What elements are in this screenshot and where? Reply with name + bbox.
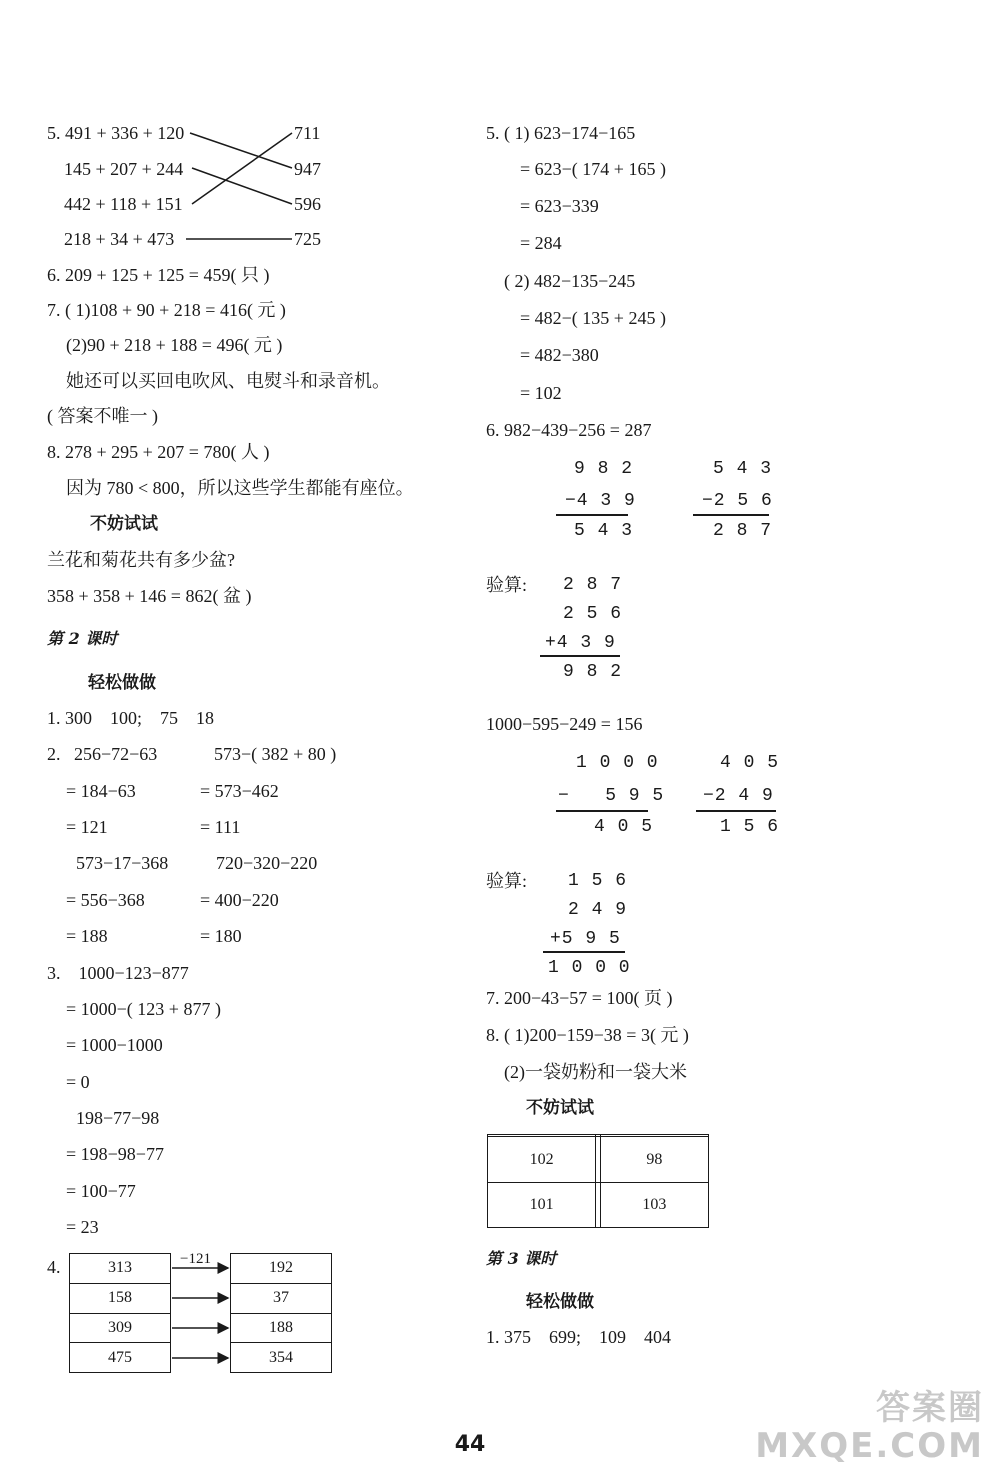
check1-label: 验算:	[486, 575, 528, 595]
r-q5-2: = 623−( 174 + 165 )	[520, 159, 666, 179]
l-q5-row2: 145 + 207 + 244	[64, 159, 184, 179]
l-ex4-label: 4.	[47, 1257, 61, 1277]
vcalc1-result: 5 4 3	[574, 521, 634, 541]
check2-rule	[543, 951, 625, 953]
r-try-grid	[487, 1134, 709, 1228]
l-q7-note: 她还可以买回电吹风、电熨斗和录音机。	[66, 371, 390, 391]
r-q8-2: (2)一袋奶粉和一袋大米	[504, 1062, 687, 1082]
r-try-title: 不妨试试	[526, 1098, 594, 1118]
ex4-left-cell: 309	[70, 1313, 171, 1343]
check2-c: +5 9 5	[550, 929, 621, 949]
vcalc1-sub: −4 3 9	[565, 491, 636, 511]
l-ex3-d: = 0	[66, 1072, 90, 1092]
vcalc3-sub: − 5 9 5	[558, 786, 665, 806]
check1-rule	[540, 655, 620, 657]
check1-sum: 9 8 2	[563, 662, 623, 682]
vcalc4-top: 4 0 5	[720, 753, 780, 773]
l-q8: 8. 278 + 295 + 207 = 780( 人 )	[47, 442, 270, 462]
vcalc4-sub: −2 4 9	[703, 786, 774, 806]
l-ex2-g: 573−17−368	[76, 853, 169, 873]
l-ex1: 1. 300 100; 75 18	[47, 708, 215, 728]
grid-cell: 98	[600, 1137, 708, 1182]
ex4-operation: −121	[180, 1251, 211, 1267]
l-ex2-h: 720−320−220	[216, 853, 318, 873]
r-easy-title: 轻松做做	[526, 1292, 594, 1312]
vcalc2-result: 2 8 7	[713, 521, 773, 541]
vcalc2-top: 5 4 3	[713, 459, 773, 479]
check2-label: 验算:	[486, 871, 528, 891]
grid-cell: 102	[488, 1137, 596, 1182]
l-q5-ans3: 596	[294, 194, 321, 214]
l-ex2-i: = 556−368	[66, 890, 145, 910]
l-q5-ans1: 711	[294, 123, 321, 143]
vcalc2-rule	[693, 514, 769, 516]
ex4-right-cell: 192	[231, 1254, 332, 1284]
l-q6: 6. 209 + 125 + 125 = 459( 只 )	[47, 265, 270, 285]
l-q5-row3: 442 + 118 + 151	[64, 194, 183, 214]
r-q8-1: 8. ( 1)200−159−38 = 3( 元 )	[486, 1025, 689, 1045]
l-ex2-f: = 111	[200, 817, 241, 837]
vcalc4-result: 1 5 6	[720, 817, 780, 837]
r-q6: 6. 982−439−256 = 287	[486, 420, 652, 440]
ex4-right-cell: 188	[231, 1313, 332, 1343]
l-q5-ans4: 725	[294, 229, 321, 249]
r-q5-6: = 482−( 135 + 245 )	[520, 308, 666, 328]
l-ex2-e: = 121	[66, 817, 108, 837]
l-q7-part1: 7. ( 1)108 + 90 + 218 = 416( 元 )	[47, 300, 286, 320]
ex4-right-cell: 354	[231, 1343, 332, 1373]
l-lesson2-heading: 第 2 课时	[47, 629, 118, 648]
vcalc3-top: 1 0 0 0	[576, 753, 659, 773]
vcalc1-rule	[556, 514, 628, 516]
r-lesson3-heading: 第 3 课时	[486, 1249, 557, 1268]
l-ex2-c: = 184−63	[66, 781, 136, 801]
r-q5-7: = 482−380	[520, 345, 599, 365]
ex4-left-cell: 313	[70, 1254, 171, 1284]
vcalc3-result: 4 0 5	[594, 817, 654, 837]
l-ex2-a: 2. 256−72−63	[47, 744, 158, 764]
vcalc1-top: 9 8 2	[574, 459, 634, 479]
l-q5-row1: 5. 491 + 336 + 120	[47, 123, 185, 143]
r-q5-3: = 623−339	[520, 196, 599, 216]
r-eq2: 1000−595−249 = 156	[486, 714, 643, 734]
ex4-left-cell: 158	[70, 1283, 171, 1313]
vcalc4-rule	[696, 810, 776, 812]
r-q5-5: ( 2) 482−135−245	[504, 271, 636, 291]
l-ex3-h: = 23	[66, 1217, 99, 1237]
check1-a: 2 8 7	[563, 575, 623, 595]
check1-b: 2 5 6	[563, 604, 623, 624]
l-ex3-c: = 1000−1000	[66, 1035, 163, 1055]
r-q5-1: 5. ( 1) 623−174−165	[486, 123, 636, 143]
check2-sum: 1 0 0 0	[548, 958, 631, 978]
l-ex2-b: 573−( 382 + 80 )	[214, 744, 337, 764]
l-q5-row4: 218 + 34 + 473	[64, 229, 175, 249]
l-ex3-e: 198−77−98	[76, 1108, 160, 1128]
check1-c: +4 3 9	[545, 633, 616, 653]
l-ex2-j: = 400−220	[200, 890, 279, 910]
l-ex3-b: = 1000−( 123 + 877 )	[66, 999, 221, 1019]
vcalc2-sub: −2 5 6	[702, 491, 773, 511]
l-q5-ans2: 947	[294, 159, 321, 179]
page-number: 44	[454, 1432, 486, 1457]
l-easy-title: 轻松做做	[88, 673, 156, 693]
l-ex2-k: = 188	[66, 926, 108, 946]
check2-b: 2 4 9	[568, 900, 628, 920]
r-q5-8: = 102	[520, 383, 562, 403]
check2-a: 1 5 6	[568, 871, 628, 891]
l-ex2-d: = 573−462	[200, 781, 279, 801]
l-q7-part2: (2)90 + 218 + 188 = 496( 元 )	[66, 335, 283, 355]
r-q7: 7. 200−43−57 = 100( 页 )	[486, 988, 673, 1008]
r-q5-4: = 284	[520, 233, 562, 253]
l-q7-remark: ( 答案不唯一 )	[47, 406, 158, 426]
watermark-logo: 答案圈 MXQE.COM	[755, 1388, 984, 1466]
ex4-right-cell: 37	[231, 1283, 332, 1313]
grid-cell: 103	[600, 1182, 708, 1227]
l-ex3-f: = 198−98−77	[66, 1144, 164, 1164]
l-ex2-l: = 180	[200, 926, 242, 946]
l-q8-reason: 因为 780 < 800，所以这些学生都能有座位。	[66, 478, 414, 498]
l-ex3-g: = 100−77	[66, 1181, 136, 1201]
vcalc3-rule	[556, 810, 648, 812]
l-ex3-a: 3. 1000−123−877	[47, 963, 189, 983]
grid-cell: 101	[488, 1182, 596, 1227]
l-try-question: 兰花和菊花共有多少盆?	[47, 550, 235, 570]
l-try-answer: 358 + 358 + 146 = 862( 盆 )	[47, 586, 252, 606]
l-try-title: 不妨试试	[90, 514, 158, 534]
r-ex1: 1. 375 699; 109 404	[486, 1327, 672, 1347]
ex4-left-cell: 475	[70, 1343, 171, 1373]
